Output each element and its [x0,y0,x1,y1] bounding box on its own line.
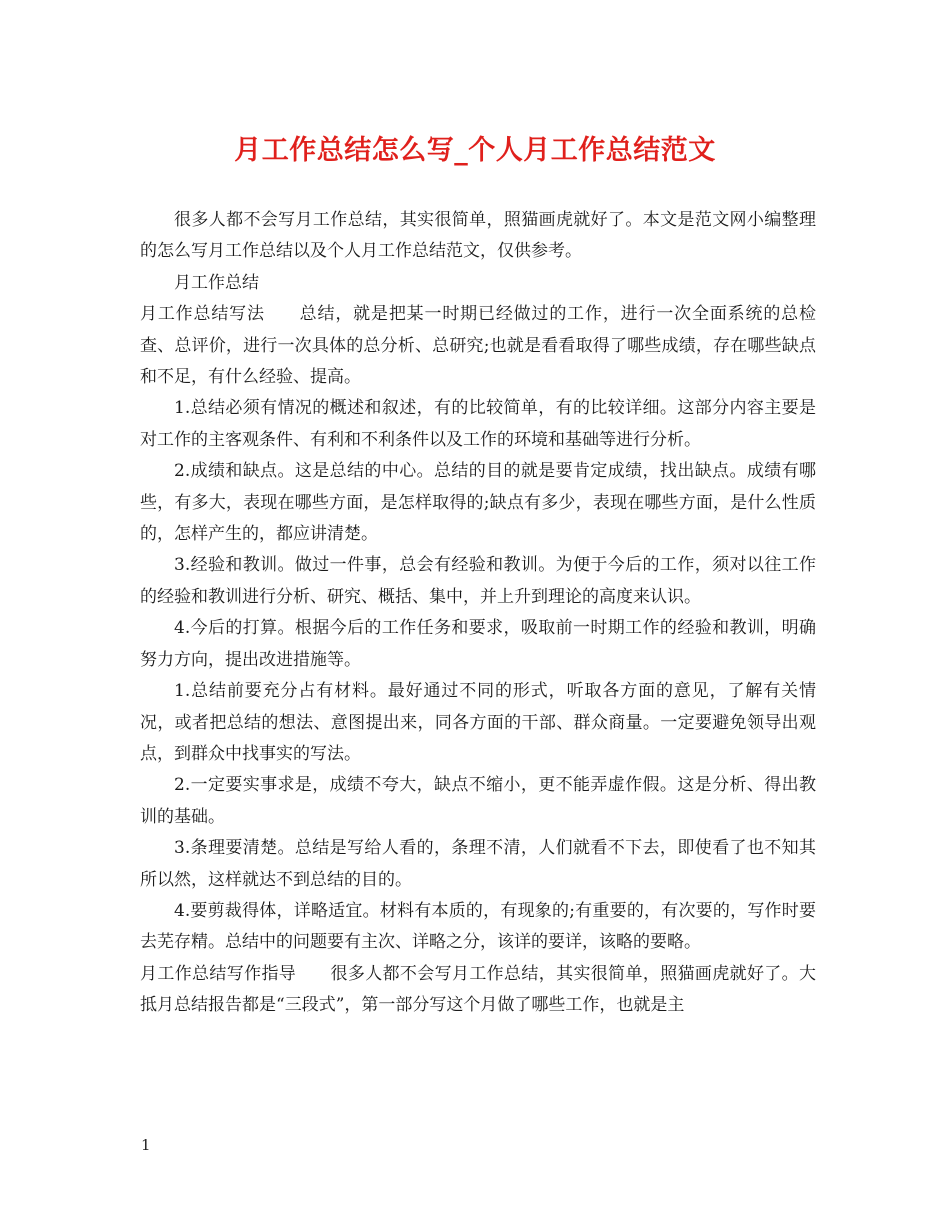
paragraph-tip-3: 3.条理要清楚。总结是写给人看的，条理不清，人们就看不下去，即使看了也不知其所以然，这样就达不到总结的目的。 [140,838,816,890]
inline-label-writing-method: 月工作总结写法 [140,304,265,325]
paragraph-point-3: 3.经验和教训。做过一件事，总会有经验和教训。为便于今后的工作，须对以往工作的经验和教训进行分析、研究、概括、集中，并上升到理论的高度来认识。 [140,555,816,607]
document-body [140,205,816,1022]
paragraph-tip-2: 2.一定要实事求是，成绩不夸大，缺点不缩小，更不能弄虚作假。这是分析、得出教训的基础。 [140,775,816,827]
section-heading-monthly-summary: 月工作总结 [174,272,259,293]
paragraph-point-4: 4.今后的打算。根据今后的工作任务和要求，吸取前一时期工作的经验和教训，明确努力方向，提出改进措施等。 [140,618,816,670]
paragraph-writing-guide [140,959,816,1022]
document-title: 月工作总结怎么写_个人月工作总结范文 [234,135,716,166]
paragraph-point-1: 1.总结必须有情况的概述和叙述，有的比较简单，有的比较详细。这部分内容主要是对工作的主客观条件、有利和不利条件以及工作的环境和基础等进行分析。 [140,398,816,450]
paragraph-writing-method-text: 总结，就是把某一时期已经做过的工作，进行一次全面系统的总检查、总评价，进行一次具体的总分析、总研究;也就是看看取得了哪些成绩，存在哪些缺点和不足，有什么经验、提高。 [140,304,817,388]
paragraph-tip-4: 4.要剪裁得体，详略适宜。材料有本质的，有现象的;有重要的，有次要的，写作时要去芜存精。总结中的问题要有主次、详略之分，该详的要详，该略的要略。 [140,900,816,953]
page-number: 1 [141,1136,151,1154]
paragraph-point-2: 2.成绩和缺点。这是总结的中心。总结的目的就是要肯定成绩，找出缺点。成绩有哪些，有多大，表现在哪些方面，是怎样取得的;缺点有多少，表现在哪些方面，是什么性质的，怎样产生的，都应讲清楚。 [140,461,816,545]
paragraph-writing-guide-text: 很多人都不会写月工作总结，其实很简单，照猫画虎就好了。大抵月总结报告都是“三段式”，第一部分写这个月做了哪些工作，也就是主 [140,963,817,1016]
paragraph-tip-1: 1.总结前要充分占有材料。最好通过不同的形式，听取各方面的意见，了解有关情况，或者把总结的想法、意图提出来，同各方面的干部、群众商量。一定要避免领导出观点，到群众中找事实的写法。 [140,681,816,764]
paragraph-writing-method [140,299,816,393]
paragraph-intro: 很多人都不会写月工作总结，其实很简单，照猫画虎就好了。本文是范文网小编整理的怎么写月工作总结以及个人月工作总结范文，仅供参考。 [140,210,816,262]
inline-label-writing-guide: 月工作总结写作指导 [140,963,297,984]
